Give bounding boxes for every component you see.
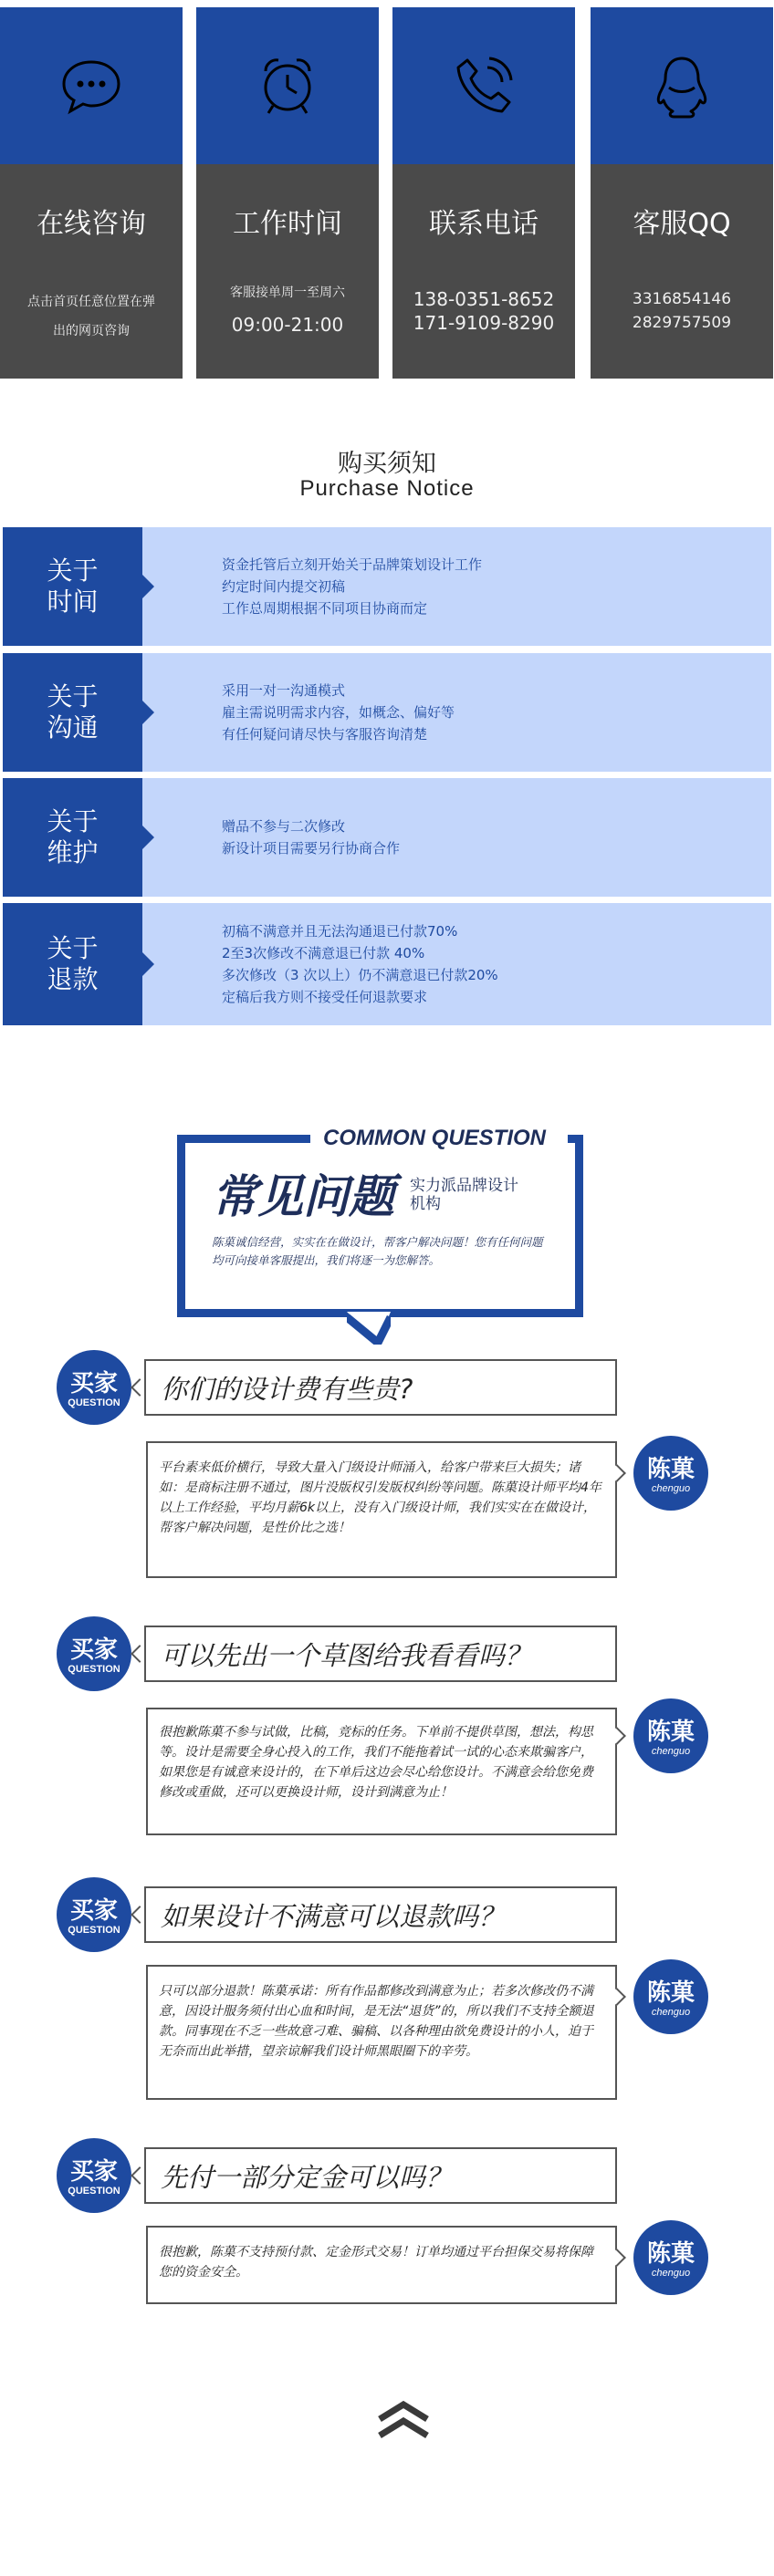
notice-lines	[222, 527, 482, 646]
seller-badge: 陈菓 chenguo	[633, 1698, 708, 1773]
notice-line: 定稿后我方则不接受任何退款要求	[222, 989, 428, 1005]
alarm-clock-icon	[253, 51, 322, 120]
card-work-time	[196, 7, 379, 379]
notice-label: 关于时间	[3, 527, 142, 646]
notice-subtitle: Purchase Notice	[299, 476, 475, 501]
notice-arrow	[142, 575, 154, 598]
question-box	[144, 1886, 617, 1943]
card-line: 客服接单周一至周六	[230, 286, 345, 300]
card-line: 2829757509	[632, 314, 732, 332]
card-title: 客服QQ	[633, 208, 731, 240]
qq-penguin-icon	[647, 51, 716, 120]
contact-cards	[0, 7, 774, 379]
notice-line: 多次修改（3 次以上）仍不满意退已付款20%	[222, 967, 498, 983]
buyer-badge: 买家 QUESTION	[57, 1350, 131, 1425]
notice-arrow	[142, 826, 154, 849]
chat-bubble-icon	[57, 51, 126, 120]
seller-badge: 陈菓 chenguo	[633, 1436, 708, 1511]
notice-arrow	[142, 952, 154, 976]
answer-box	[146, 2226, 617, 2304]
notice-row-maintenance	[3, 778, 771, 897]
notice-line: 雇主需说明需求内容，如概念、偏好等	[222, 704, 455, 721]
card-qq[interactable]	[591, 7, 773, 379]
card-title: 在线咨询	[37, 208, 146, 240]
qa-item	[0, 1616, 774, 1863]
card-info-area	[196, 164, 379, 379]
answer-box	[146, 1708, 617, 1835]
card-line: 3316854146	[632, 290, 732, 308]
card-title: 工作时间	[233, 208, 342, 240]
answer-box	[146, 1441, 617, 1578]
card-line: 点击首页任意位置在弹	[27, 295, 155, 309]
card-line: 出的网页咨询	[53, 324, 130, 338]
question-text: 如果设计不满意可以退款吗？	[161, 1900, 506, 1932]
frame-top-line	[568, 1135, 583, 1143]
seller-badge: 陈菓 chenguo	[633, 1959, 708, 2034]
buyer-badge: 买家 QUESTION	[57, 1877, 131, 1952]
notice-label: 关于维护	[3, 778, 142, 897]
notice-label: 关于沟通	[3, 653, 142, 772]
notice-arrow	[142, 701, 154, 724]
buyer-badge: 买家 QUESTION	[57, 2138, 131, 2213]
card-icon-area	[0, 7, 183, 164]
qa-item	[0, 1877, 774, 2124]
card-line: 09:00-21:00	[231, 314, 344, 336]
answer-box	[146, 1965, 617, 2100]
notice-lines	[222, 903, 498, 1025]
card-line: 171-9109-8290	[413, 312, 555, 334]
question-text: 你们的设计费有些贵?	[161, 1373, 413, 1405]
answer-text: 很抱歉陈菓不参与试做，比稿，竞标的任务。下单前不提供草图，想法，构思等。设计是需要全身心投入的工作，我们不能拖着试一试的心态来欺骗客户，如果您是有诚意来设计的，在下单后这边会尽心给您设计。不满意会给您免费修改或重做，还可以更换设计师，设计到满意为止！	[159, 1725, 593, 1800]
common-question-cn-title: 常见问题	[212, 1170, 394, 1223]
buyer-badge: 买家 QUESTION	[57, 1616, 131, 1691]
double-chevron-up-icon[interactable]	[376, 2399, 431, 2441]
card-phone[interactable]	[392, 7, 575, 379]
qa-item	[0, 2138, 774, 2321]
seller-badge: 陈菓 chenguo	[633, 2220, 708, 2295]
question-box	[144, 1626, 617, 1682]
notice-lines	[222, 778, 400, 897]
qa-item	[0, 1350, 774, 1596]
notice-line: 新设计项目需要另行协商合作	[222, 840, 401, 857]
card-icon-area	[196, 7, 379, 164]
phone-icon	[449, 51, 518, 120]
notice-line: 资金托管后立刻开始关于品牌策划设计工作	[222, 556, 483, 573]
notice-row-refund	[3, 903, 771, 1025]
notice-line: 初稿不满意并且无法沟通退已付款70%	[222, 923, 458, 940]
card-icon-area	[392, 7, 575, 164]
notice-lines	[222, 653, 455, 772]
notice-title: 购买须知	[338, 450, 436, 478]
card-info-area	[392, 164, 575, 379]
card-info-area	[591, 164, 773, 379]
question-box	[144, 1359, 617, 1416]
question-box	[144, 2147, 617, 2204]
card-icon-area	[591, 7, 773, 164]
common-question-en-title: COMMON QUESTION	[323, 1126, 546, 1150]
notice-line: 赠品不参与二次修改	[222, 818, 346, 835]
answer-text: 平台素来低价横行，导致大量入门级设计师涌入，给客户带来巨大损失；诸如：是商标注册不通过，图片没版权引发版权纠纷等问题。陈菓设计师平均4年以上工作经验，平均月薪6k以上，没有入门级设计师，我们实实在在做设计，帮客户解决问题，是性价比之选！	[159, 1460, 601, 1535]
answer-text: 很抱歉，陈菓不支持预付款、定金形式交易！订单均通过平台担保交易将保障您的资金安全。	[159, 2245, 593, 2280]
notice-line: 有任何疑问请尽快与客服咨询清楚	[222, 726, 428, 743]
frame-speech-tail	[347, 1312, 391, 1345]
card-title: 联系电话	[429, 208, 539, 240]
common-question-tagline: 实力派品牌设计机构	[410, 1177, 518, 1213]
frame-top-line	[177, 1135, 310, 1143]
card-line: 138-0351-8652	[413, 288, 555, 310]
card-online-consult[interactable]	[0, 7, 183, 379]
notice-label: 关于退款	[3, 903, 142, 1025]
card-info-area	[0, 164, 183, 379]
notice-row-communication	[3, 653, 771, 772]
notice-row-time	[3, 527, 771, 646]
notice-line: 约定时间内提交初稿	[222, 578, 346, 595]
answer-text: 只可以部分退款！陈菓承诺：所有作品都修改到满意为止；若多次修改仍不满意，因设计服务须付出心血和时间，是无法“退货”的，所以我们不支持全额退款。同事现在不乏一些故意刁难、骗稿、以各种理由欲免费设计的小人，迫于无奈而出此举措，望亲谅解我们设计师黑眼圈下的辛劳。	[159, 1984, 594, 2059]
notice-line: 采用一对一沟通模式	[222, 682, 346, 699]
question-text: 先付一部分定金可以吗？	[161, 2161, 453, 2193]
notice-line: 2至3次修改不满意退已付款 40%	[222, 945, 425, 961]
notice-line: 工作总周期根据不同项目协商而定	[222, 600, 428, 617]
common-question-desc: 陈菓诚信经营，实实在在做设计，帮客户解决问题！您有任何问题均可向接单客服提出，我们将逐一为您解答。	[212, 1235, 543, 1267]
question-text: 可以先出一个草图给我看看吗？	[161, 1639, 532, 1671]
